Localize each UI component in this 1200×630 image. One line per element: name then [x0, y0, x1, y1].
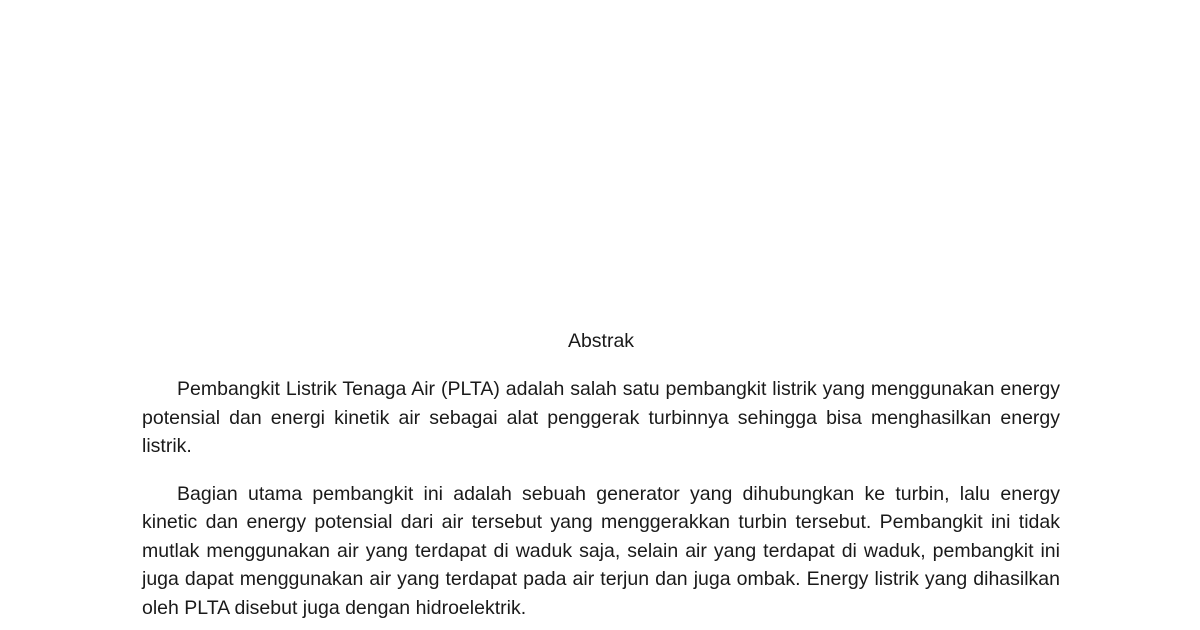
abstract-heading: Abstrak — [567, 330, 635, 352]
abstract-section — [142, 327, 1060, 622]
abstract-paragraph-1: Pembangkit Listrik Tenaga Air (PLTA) adalah salah satu pembangkit listrik yang menggunakan energy potensial dan energi kinetik air sebagai alat penggerak turbinnya sehingga bisa menghasilkan energy listrik. — [142, 378, 1060, 457]
abstract-paragraph-2: Bagian utama pembangkit ini adalah sebuah generator yang dihubungkan ke turbin, lalu energy kinetic dan energy potensial dari air tersebut yang menggerakkan turbin tersebut. Pembangkit ini tidak mutlak menggunakan air yang terdapat di waduk saja, selain air yang terdapat di waduk, pembangkit ini juga dapat menggunakan air yang terdapat pada air terjun dan juga ombak. Energy listrik yang dihasilkan oleh PLTA disebut juga dengan hidroelektrik. — [142, 482, 1060, 619]
